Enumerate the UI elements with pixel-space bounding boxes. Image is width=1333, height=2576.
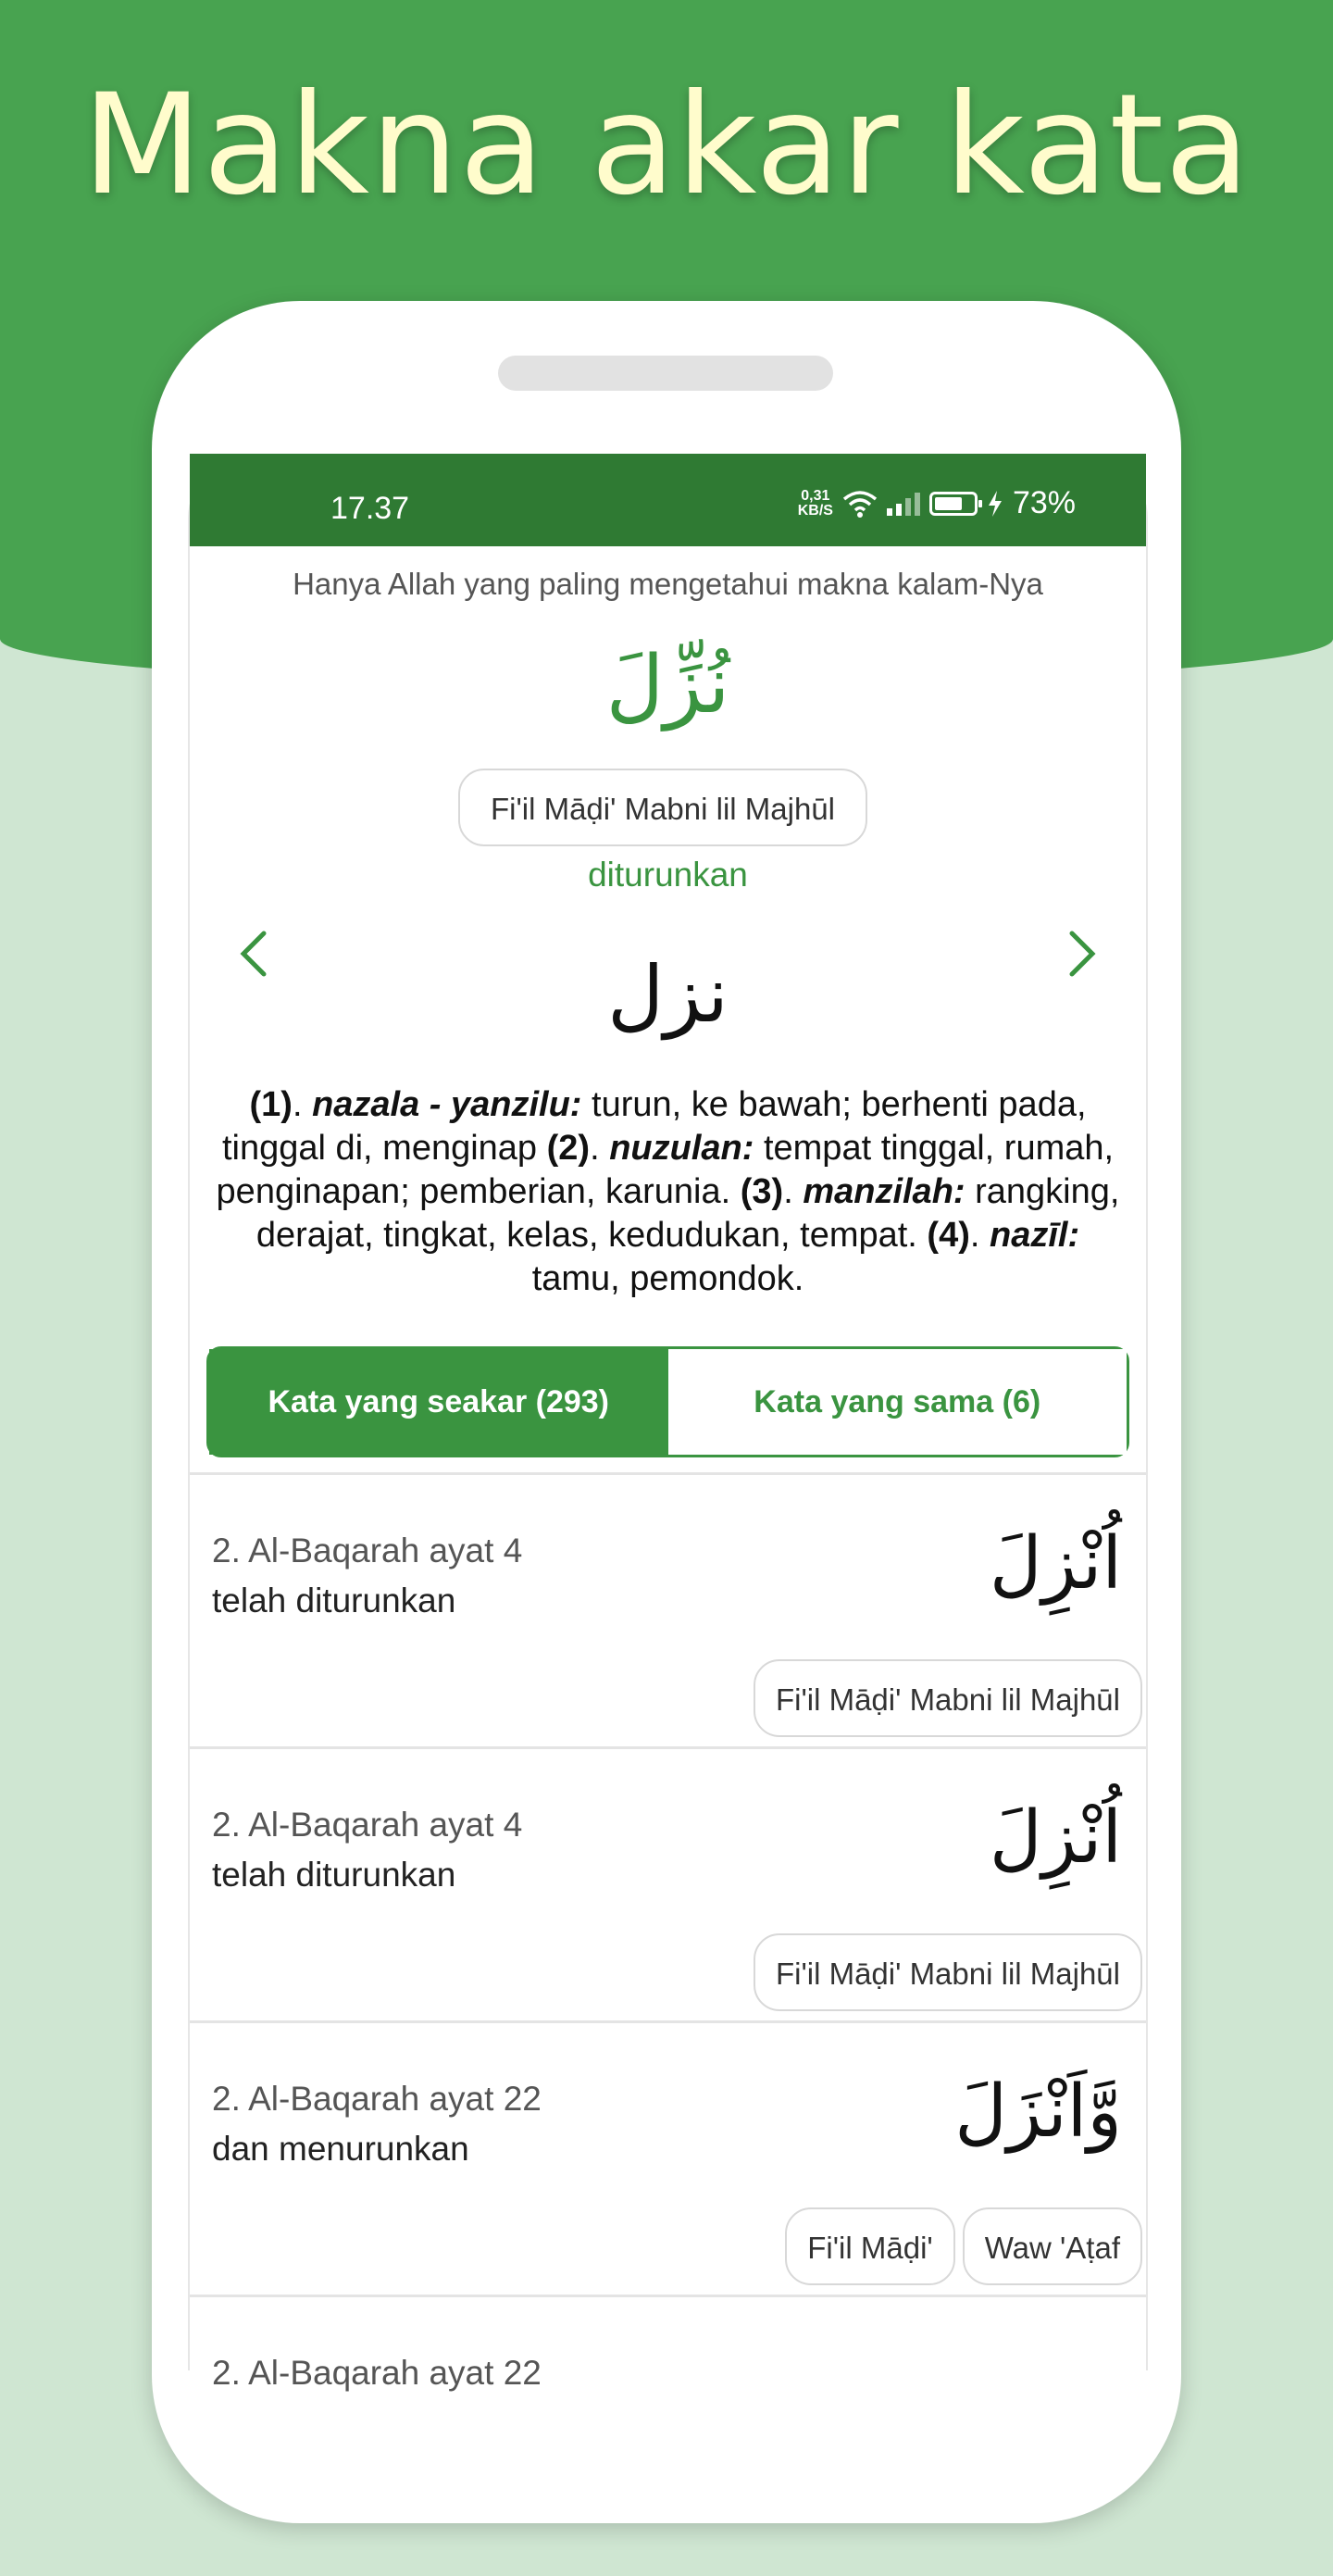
grammar-tag[interactable]: Waw 'Aṭaf <box>963 2207 1142 2285</box>
definition-term: manzilah: <box>803 1172 965 1211</box>
definition-number: (1) <box>249 1085 293 1124</box>
root-word-arabic: نزل <box>607 949 729 1040</box>
grammar-tag[interactable]: Fi'il Māḍi' <box>785 2207 954 2285</box>
list-divider <box>190 1472 1146 1475</box>
word-form-badge[interactable]: Fi'il Māḍi' Mabni lil Majhūl <box>458 769 867 846</box>
root-definition <box>208 1083 1127 1301</box>
item-translation: dan menurunkan <box>212 2130 469 2168</box>
definition-text: turun, ke bawah; berhenti pada, tinggal di, menginap <box>221 1085 1087 1168</box>
tab-bar <box>206 1346 1129 1457</box>
definition-term: nazala - yanzilu: <box>312 1085 582 1124</box>
definition-text: tamu, pemondok. <box>531 1259 804 1298</box>
item-arabic-word: اُنْزِلَ <box>989 1522 1122 1606</box>
list-divider <box>190 2020 1146 2023</box>
status-bar <box>190 454 1146 546</box>
definition-text: . <box>969 1216 990 1255</box>
item-arabic-word: وَّاَنْزَلَ <box>954 2070 1122 2154</box>
grammar-tag[interactable]: Fi'il Māḍi' Mabni lil Majhūl <box>754 1933 1142 2011</box>
item-translation: telah diturunkan <box>212 1582 456 1619</box>
definition-term: nazīl: <box>990 1216 1080 1255</box>
list-divider <box>190 2295 1146 2297</box>
definition-text: . <box>292 1085 313 1124</box>
item-arabic-word: اُنْزِلَ <box>989 1796 1122 1880</box>
item-tags <box>754 1659 1142 1737</box>
battery-icon <box>929 492 978 516</box>
definition-number: (2) <box>546 1129 591 1168</box>
list-divider <box>190 1746 1146 1749</box>
definition-term: nuzulan: <box>609 1129 754 1168</box>
list-item[interactable] <box>190 1754 1146 2028</box>
definition-text: tempat tinggal, rumah, penginapan; pemberian, karunia. <box>216 1129 1115 1211</box>
definition-text: . <box>590 1129 610 1168</box>
network-speed: 0,31 KB/S <box>797 487 833 519</box>
word-meaning: diturunkan <box>588 856 748 894</box>
definition-number: (3) <box>740 1172 784 1211</box>
item-tags <box>754 1933 1142 2011</box>
status-icons <box>798 485 1076 521</box>
grammar-tag[interactable]: Fi'il Māḍi' Mabni lil Majhūl <box>754 1659 1142 1737</box>
item-reference: 2. Al-Baqarah ayat 4 <box>212 1806 523 1844</box>
phone-speaker <box>498 356 833 391</box>
promo-headline: Makna akar kata <box>81 65 1252 226</box>
app-screen <box>188 454 1148 2392</box>
battery-percent: 73% <box>1012 485 1076 520</box>
item-translation: telah diturunkan <box>212 1856 456 1894</box>
definition-text: . <box>783 1172 804 1211</box>
selected-word-arabic: نُزِّلَ <box>605 639 730 732</box>
list-item[interactable] <box>190 2028 1146 2302</box>
item-reference: 2. Al-Baqarah ayat 4 <box>212 1532 523 1569</box>
disclaimer-note: Hanya Allah yang paling mengetahui makna kalam-Nya <box>293 567 1043 601</box>
tab-same-word[interactable]: Kata yang sama (6) <box>668 1349 1127 1455</box>
wifi-icon <box>842 490 878 518</box>
definition-text: rangking, derajat, tingkat, kelas, kedudukan, tempat. <box>255 1172 1120 1255</box>
status-time: 17.37 <box>330 491 410 526</box>
item-reference: 2. Al-Baqarah ayat 22 <box>212 2080 542 2118</box>
signal-icon <box>887 492 920 516</box>
list-item[interactable] <box>190 1480 1146 1754</box>
item-tags <box>785 2207 1142 2285</box>
tab-same-root[interactable]: Kata yang seakar (293) <box>209 1349 668 1455</box>
list-item[interactable] <box>190 2302 1146 2576</box>
charging-icon <box>987 490 1003 518</box>
item-reference: 2. Al-Baqarah ayat 22 <box>212 2354 542 2392</box>
definition-number: (4) <box>927 1216 970 1255</box>
